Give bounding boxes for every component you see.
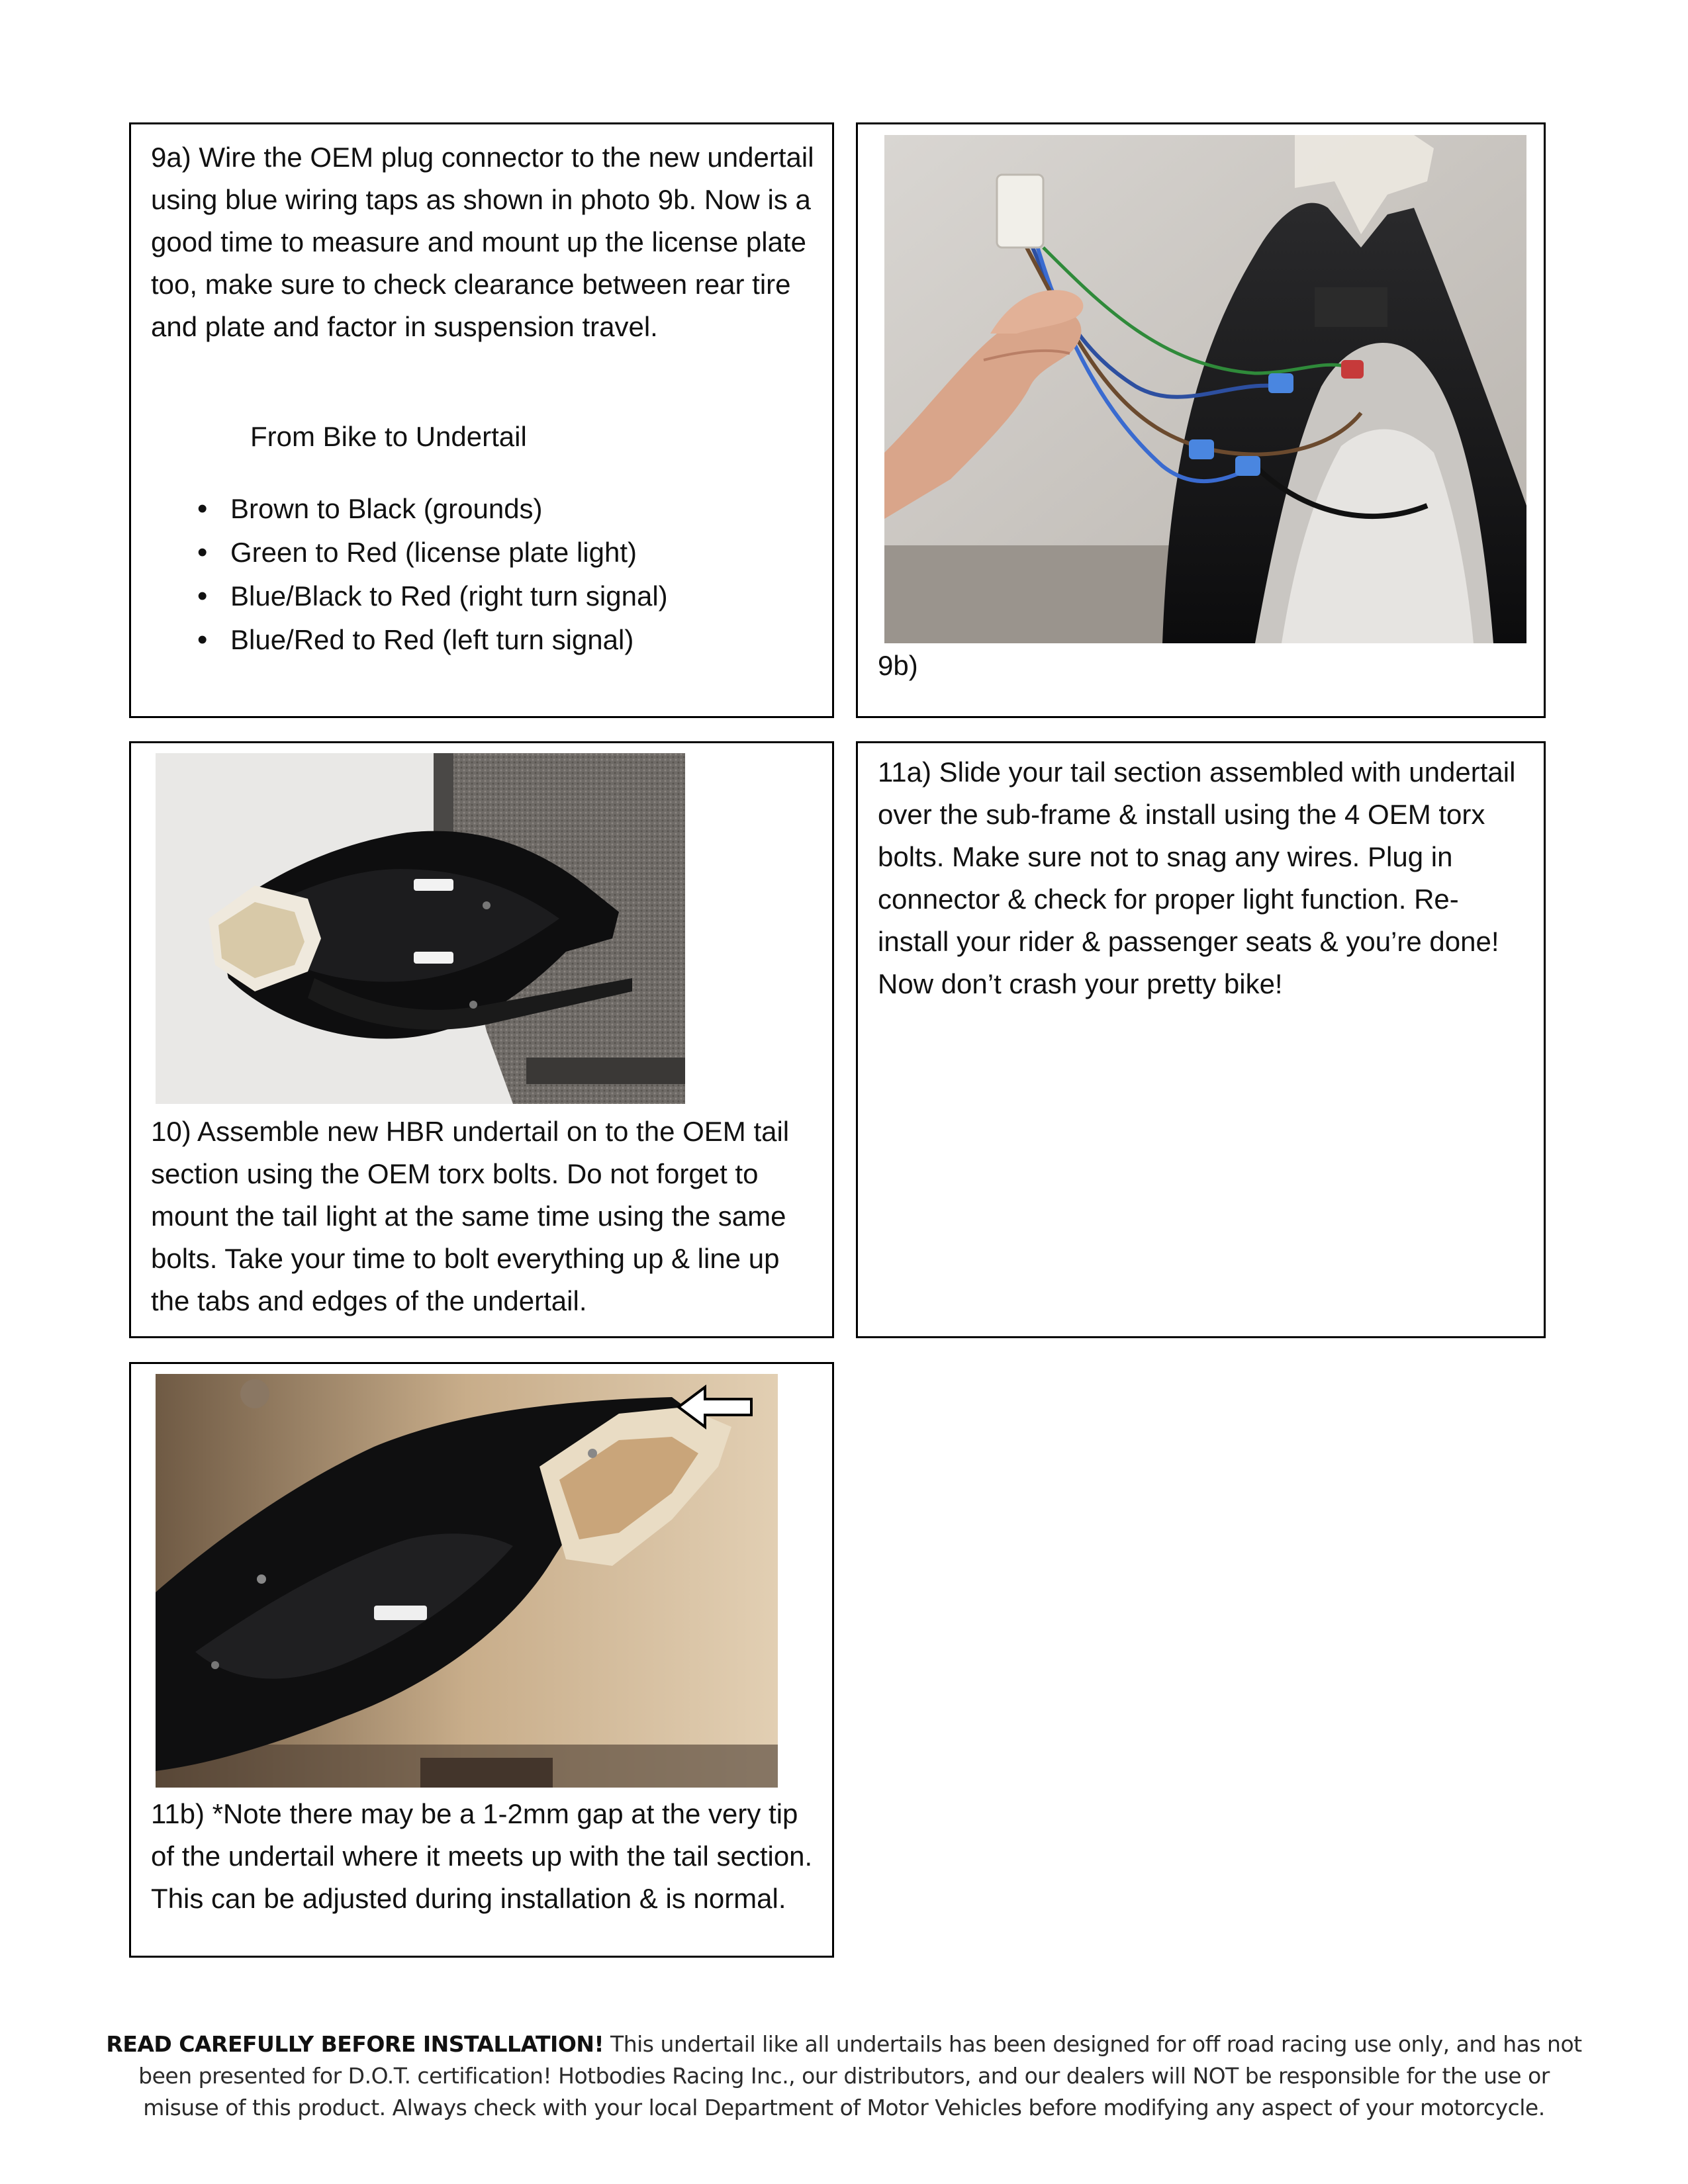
step-11b-box — [129, 1362, 834, 1958]
photo-9b — [884, 135, 1526, 643]
installed-undertail-photo-image — [156, 1374, 778, 1788]
step-9a-box — [129, 122, 834, 718]
step-9a-text: 9a) Wire the OEM plug connector to the new undertail using blue wiring taps as shown in photo 9b. Now is a good time to measure and mount up the license plate too, make sure to check clearance between rear tire and plate and factor in suspension travel. — [151, 142, 814, 342]
photo-10 — [156, 753, 685, 1104]
photo-9b-caption: 9b) — [878, 650, 918, 681]
wiring-subheading: From Bike to Undertail — [250, 421, 527, 452]
wiring-list — [131, 487, 833, 662]
wiring-item: • Blue/Black to Red (right turn signal) — [131, 574, 833, 618]
wiring-item: • Green to Red (license plate light) — [131, 531, 833, 574]
step-10-text: 10) Assemble new HBR undertail on to the OEM tail section using the OEM torx bolts. Do not forget to mount the tail light at the same time using the same bolts. Take your time to bolt everything up & line up the tabs and edges of the undertail. — [151, 1116, 790, 1316]
step-10-box — [129, 741, 834, 1338]
disclaimer-warning: READ CAREFULLY BEFORE INSTALLATION! — [106, 2031, 604, 2057]
photo-11b — [156, 1374, 778, 1788]
disclaimer-footer — [99, 2028, 1589, 2124]
step-11a-text: 11a) Slide your tail section assembled with undertail over the sub-frame & install using the 4 OEM torx bolts. Make sure not to snag any wires. Plug in connector & check for proper light function. Re-install your rider & passenger seats & you’re done! Now don’t crash your pretty bike! — [878, 756, 1516, 999]
undertail-photo-image — [156, 753, 685, 1104]
step-11b-text: 11b) *Note there may be a 1-2mm gap at the very tip of the undertail where it meets up with the tail section. This can be adjusted during installation & is normal. — [151, 1798, 813, 1914]
wiring-item: • Blue/Red to Red (left turn signal) — [131, 618, 833, 662]
step-9b-box — [856, 122, 1546, 718]
step-11a-box — [856, 741, 1546, 1338]
wiring-photo-image — [884, 135, 1526, 643]
disclaimer-text: This undertail like all undertails has been designed for off road racing use only, and has not been presented for D.O.T. certification! Hotbodies Racing Inc., our distributors, and our dealers will NOT be responsible for the use or misuse of this product. Always check with your local Department of Motor Vehicles before modifying any aspect of your motorcycle. — [138, 2031, 1582, 2120]
wiring-item: • Brown to Black (grounds) — [131, 487, 833, 531]
